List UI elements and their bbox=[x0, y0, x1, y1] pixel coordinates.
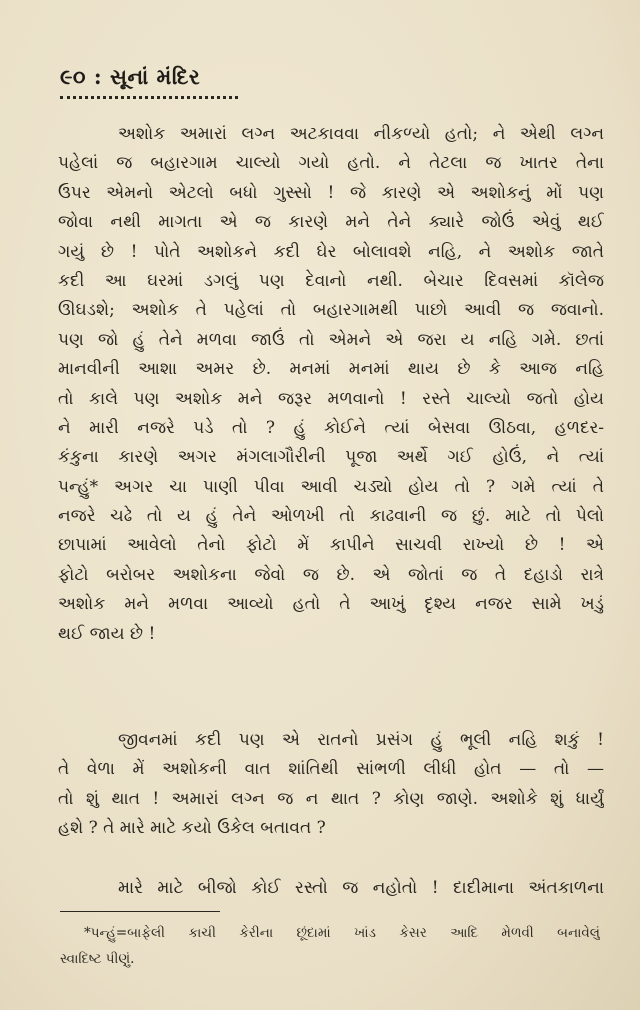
text-line: કદી આ ઘરમાં ડગલું પણ દેવાનો નથી. બેચાર દિવસમાં કૉલેજ bbox=[58, 270, 604, 291]
text-line: ફોટો બરોબર અશોકના જેવો જ છે. એ જોતાં જ તે દહાડો રાત્રે bbox=[58, 564, 604, 585]
paragraph-3 bbox=[58, 874, 604, 903]
page-header: ૯૦ : સૂનાં મંદિર bbox=[60, 64, 201, 89]
paragraph-2 bbox=[58, 726, 604, 844]
paragraph-1 bbox=[58, 120, 604, 649]
text-line: અશોક મને મળવા આવ્યો હતો તે આખું દૃશ્ય નજર સામે ખડું bbox=[58, 594, 604, 615]
text-line: જીવનમાં કદી પણ એ રાતનો પ્રસંગ હું ભૂલી નહિ શકું ! bbox=[118, 730, 604, 750]
text-line: નજરે ચઢે તો ય હું તેને ઓળખી તો કાઢવાની જ છું. માટે તો પેલો bbox=[58, 506, 604, 527]
text-line: પણ જો હું તેને મળવા જાઉં તો એમને એ જરા ય નહિ ગમે. છતાં bbox=[58, 329, 604, 350]
text-line: ઊઘડશે; અશોક તે પહેલાં તો બહારગામથી પાછો આવી જ જવાનો. bbox=[58, 300, 604, 321]
text-line: કંકુના કારણે અગર મંગલાગૌરીની પૂજા અર્થે ગઈ હોઉં, ને ત્યાં bbox=[58, 447, 604, 468]
text-line: પહેલાં જ બહારગામ ચાલ્યો ગયો હતો. ને તેટલા જ ખાતર તેના bbox=[58, 153, 604, 174]
text-line: તે વેળા મેં અશોકની વાત શાંતિથી સાંભળી લીધી હોત — તો — bbox=[58, 759, 604, 780]
text-line: તો કાલે પણ અશોક મને જરૂર મળવાનો ! રસ્તે ચાલ્યો જતો હોય bbox=[58, 388, 604, 409]
text-line: ગયું છે ! પોતે અશોકને કદી ઘેર બોલાવશે નહિ, ને અશોક જાતે bbox=[58, 241, 604, 262]
text-line: અશોક અમારાં લગ્ન અટકાવવા નીકળ્યો હતો; ને એથી લગ્ન bbox=[118, 124, 604, 144]
footnote-line: સ્વાદિષ્ટ પીણું. bbox=[60, 951, 135, 967]
text-line: ઉપર એમનો એટલો બધો ગુસ્સો ! જે કારણે એ અશોકનું મોં પણ bbox=[58, 182, 604, 203]
text-line: થઈ જાય છે ! bbox=[58, 623, 156, 644]
text-line: મારે માટે બીજો કોઈ રસ્તો જ નહોતો ! દાદીમાના અંતકાળના bbox=[118, 878, 604, 898]
footnote-rule bbox=[60, 911, 220, 912]
header-dotted-rule bbox=[60, 96, 238, 99]
text-line: છાપામાં આવેલો તેનો ફોટો મેં કાપીને સાચવી રાખ્યો છે ! એ bbox=[58, 535, 604, 556]
text-line: પન્હું* અગર ચા પાણી પીવા આવી ચડ્યો હોય તો ? ગમે ત્યાં તે bbox=[58, 476, 604, 497]
footnote-line: *પન્હું=બાફેલી કાચી કેરીના છૂંદામાં ખાંડ કેસર આદિ મેળવી બનાવેલું bbox=[84, 925, 600, 941]
text-line: હશે ? તે મારે માટે કયો ઉકેલ બતાવત ? bbox=[58, 818, 326, 839]
text-line: જોવા નથી માગતા એ જ કારણે મને તેને ક્યારે જોઉં એવું થઈ bbox=[58, 212, 604, 233]
text-line: માનવીની આશા અમર છે. મનમાં મનમાં થાય છે કે આજ નહિ bbox=[58, 359, 604, 380]
text-line: તો શું થાત ! અમારાં લગ્ન જ ન થાત ? કોણ જાણે. અશોકે શું ધાર્યું bbox=[58, 788, 604, 809]
footnote bbox=[60, 920, 600, 972]
text-line: ને મારી નજરે પડે તો ? હું કોઈને ત્યાં બેસવા ઊઠવા, હળદર- bbox=[58, 417, 604, 438]
